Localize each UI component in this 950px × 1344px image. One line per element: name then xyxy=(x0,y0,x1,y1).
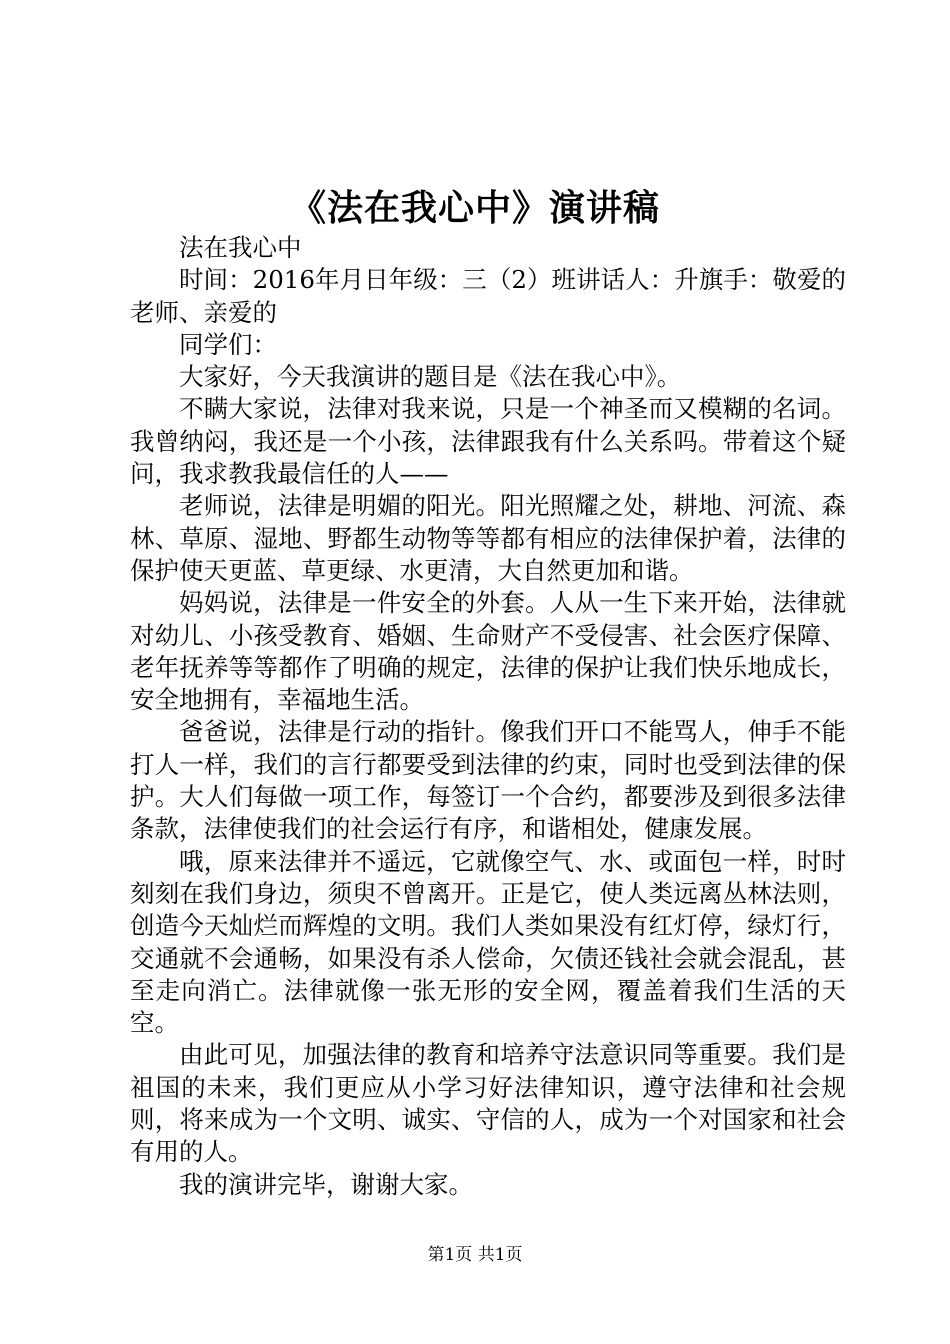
paragraph-closing: 我的演讲完毕，谢谢大家。 xyxy=(179,1169,473,1199)
paragraph-greeting: 大家好，今天我演讲的题目是《法在我心中》。 xyxy=(179,362,682,392)
paragraph-intro: 不瞒大家说，法律对我来说，只是一个神圣而又模糊的名词。我曾纳闷，我还是一个小孩，法律跟我有什么关系吗。带着这个疑问，我求教我最信任的人—— xyxy=(130,394,846,489)
speech-body xyxy=(130,232,846,1201)
document-title: 《法在我心中》演讲稿 xyxy=(289,187,660,229)
page-number: 第1页 共1页 xyxy=(427,1245,523,1265)
paragraph-conclusion: 由此可见，加强法律的教育和培养守法意识同等重要。我们是祖国的未来，我们更应从小学习好法律知识，遵守法律和社会规则，将来成为一个文明、诚实、守信的人，成为一个对国家和社会有用的人。 xyxy=(130,1040,846,1167)
paragraph-father: 爸爸说，法律是行动的指针。像我们开口不能骂人，伸手不能打人一样，我们的言行都要受到法律的约束，同时也受到法律的保护。大人们每做一项工作，每签订一个合约，都要涉及到很多法律条款，法律使我们的社会运行有序，和谐相处，健康发展。 xyxy=(130,717,846,844)
paragraph-salutation: 同学们： xyxy=(179,329,277,359)
paragraph-mother: 妈妈说，法律是一件安全的外套。人从一生下来开始，法律就对幼儿、小孩受教育、婚姻、生命财产不受侵害、社会医疗保障、老年抚养等等都作了明确的规定，法律的保护让我们快乐地成长，安全地拥有，幸福地生活。 xyxy=(130,588,846,715)
paragraph-teacher: 老师说，法律是明媚的阳光。阳光照耀之处，耕地、河流、森林、草原、湿地、野都生动物等等都有相应的法律保护着，法律的保护使天更蓝、草更绿、水更清，大自然更加和谐。 xyxy=(130,491,846,585)
paragraph-subtitle: 法在我心中 xyxy=(179,233,302,262)
paragraph-meta: 时间：2016年月日年级：三（2）班讲话人：升旗手：敬爱的老师、亲爱的 xyxy=(130,265,846,327)
paragraph-reflection: 哦，原来法律并不遥远，它就像空气、水、或面包一样，时时刻刻在我们身边，须臾不曾离开。正是它，使人类远离丛林法则，创造今天灿烂而辉煌的文明。我们人类如果没有红灯停，绿灯行，交通就不会通畅，如果没有杀人偿命，欠债还钱社会就会混乱，甚至走向消亡。法律就像一张无形的安全网，覆盖着我们生活的天空。 xyxy=(130,846,846,1038)
